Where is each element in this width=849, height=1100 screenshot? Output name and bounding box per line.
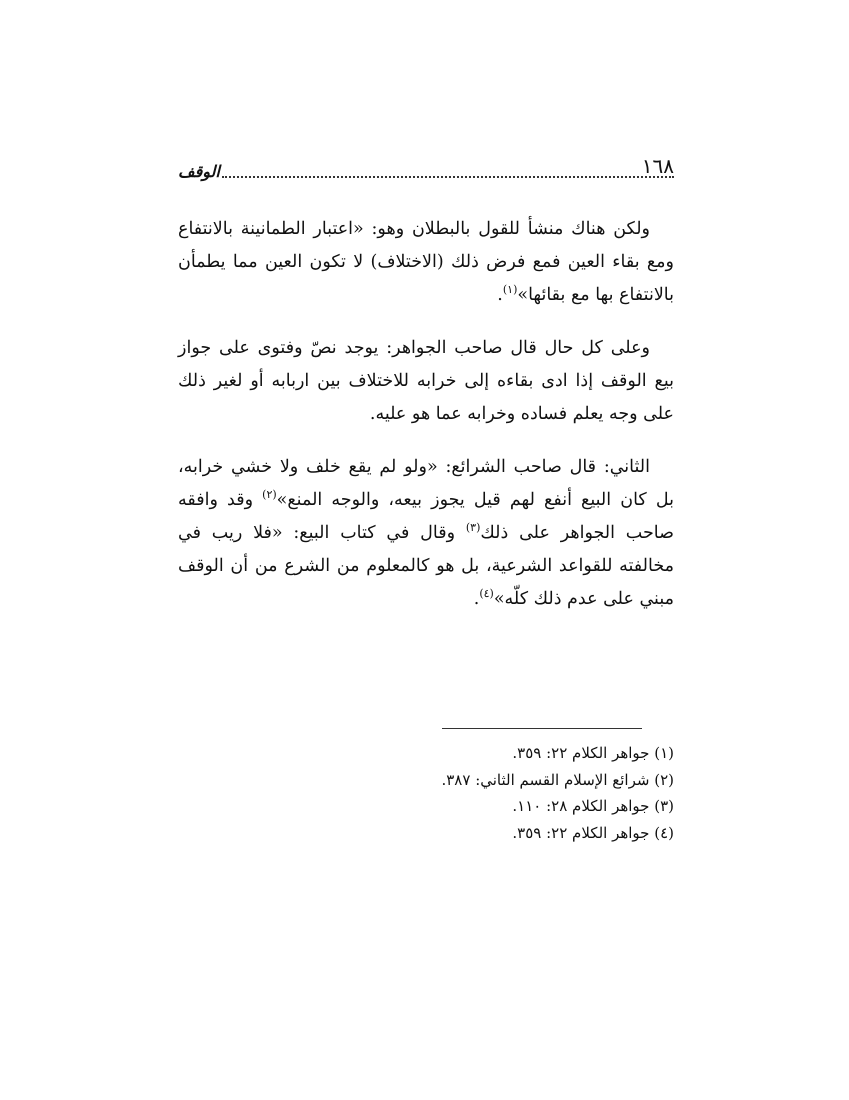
main-text xyxy=(178,213,674,636)
paragraph-2-text: وعلى كل حال قال صاحب الجواهر: يوجد نصّ وفتوى على جواز بيع الوقف إذا ادى بقاءه إلى خرابه للاختلاف بين اربابه أو لغير ذلك على وجه يعلم فساده وخرابه عما هو عليه. xyxy=(178,338,674,424)
footnotes xyxy=(340,740,674,846)
paragraph-3-text-c: وقال في كتاب البيع: «فلا ريب في مخالفته للقواعد الشرعية، بل هو كالمعلوم من الشرع من أن الوقف مبني على عدم ذلك كلّه» xyxy=(178,523,674,609)
page-number: ١٦٨ xyxy=(641,154,674,178)
running-title: الوقف xyxy=(178,162,220,181)
paragraph-1 xyxy=(178,213,674,312)
footnote-ref-4: (٤) xyxy=(479,587,494,601)
footnote-1: (١) جواهر الكلام ٢٢: ٣٥٩. xyxy=(512,744,674,762)
paragraph-2 xyxy=(178,332,674,431)
footnote-2: (٢) شرائع الإسلام القسم الثاني: ٣٨٧. xyxy=(441,770,674,789)
header-dotted-rule xyxy=(222,176,674,178)
paragraph-3-period: . xyxy=(473,589,480,609)
paragraph-3-text-a: الثاني: قال صاحب الشرائع: «ولو لم يقع خلف ولا خشي خرابه، بل كان البيع أنفع لهم قيل يجوز بيعه، والوجه المنع» xyxy=(178,457,674,510)
footnote-3: (٣) جواهر الكلام ٢٨: ١١٠. xyxy=(512,797,674,815)
paragraph-1-text: ولكن هناك منشأ للقول بالبطلان وهو: «اعتبار الطمانينة بالانتفاع ومع بقاء العين فمع فرض ذلك (الاختلاف) لا تكون العين مما يطمأن بالانتفاع بها مع بقائها» xyxy=(178,219,675,305)
footnote-separator xyxy=(442,728,642,729)
footnote-ref-3: (٣) xyxy=(465,521,481,535)
footnote-ref-2: (٢) xyxy=(262,488,277,502)
footnote-4: (٤) جواهر الكلام ٢٢: ٣٥٩. xyxy=(512,823,674,842)
page-header xyxy=(178,154,674,184)
paragraph-3 xyxy=(178,451,674,616)
paragraph-3-text-b: وقد وافقه صاحب الجواهر على ذلك xyxy=(178,490,674,543)
footnote-ref-1: (١) xyxy=(502,283,518,297)
paragraph-1-period: . xyxy=(497,285,503,305)
